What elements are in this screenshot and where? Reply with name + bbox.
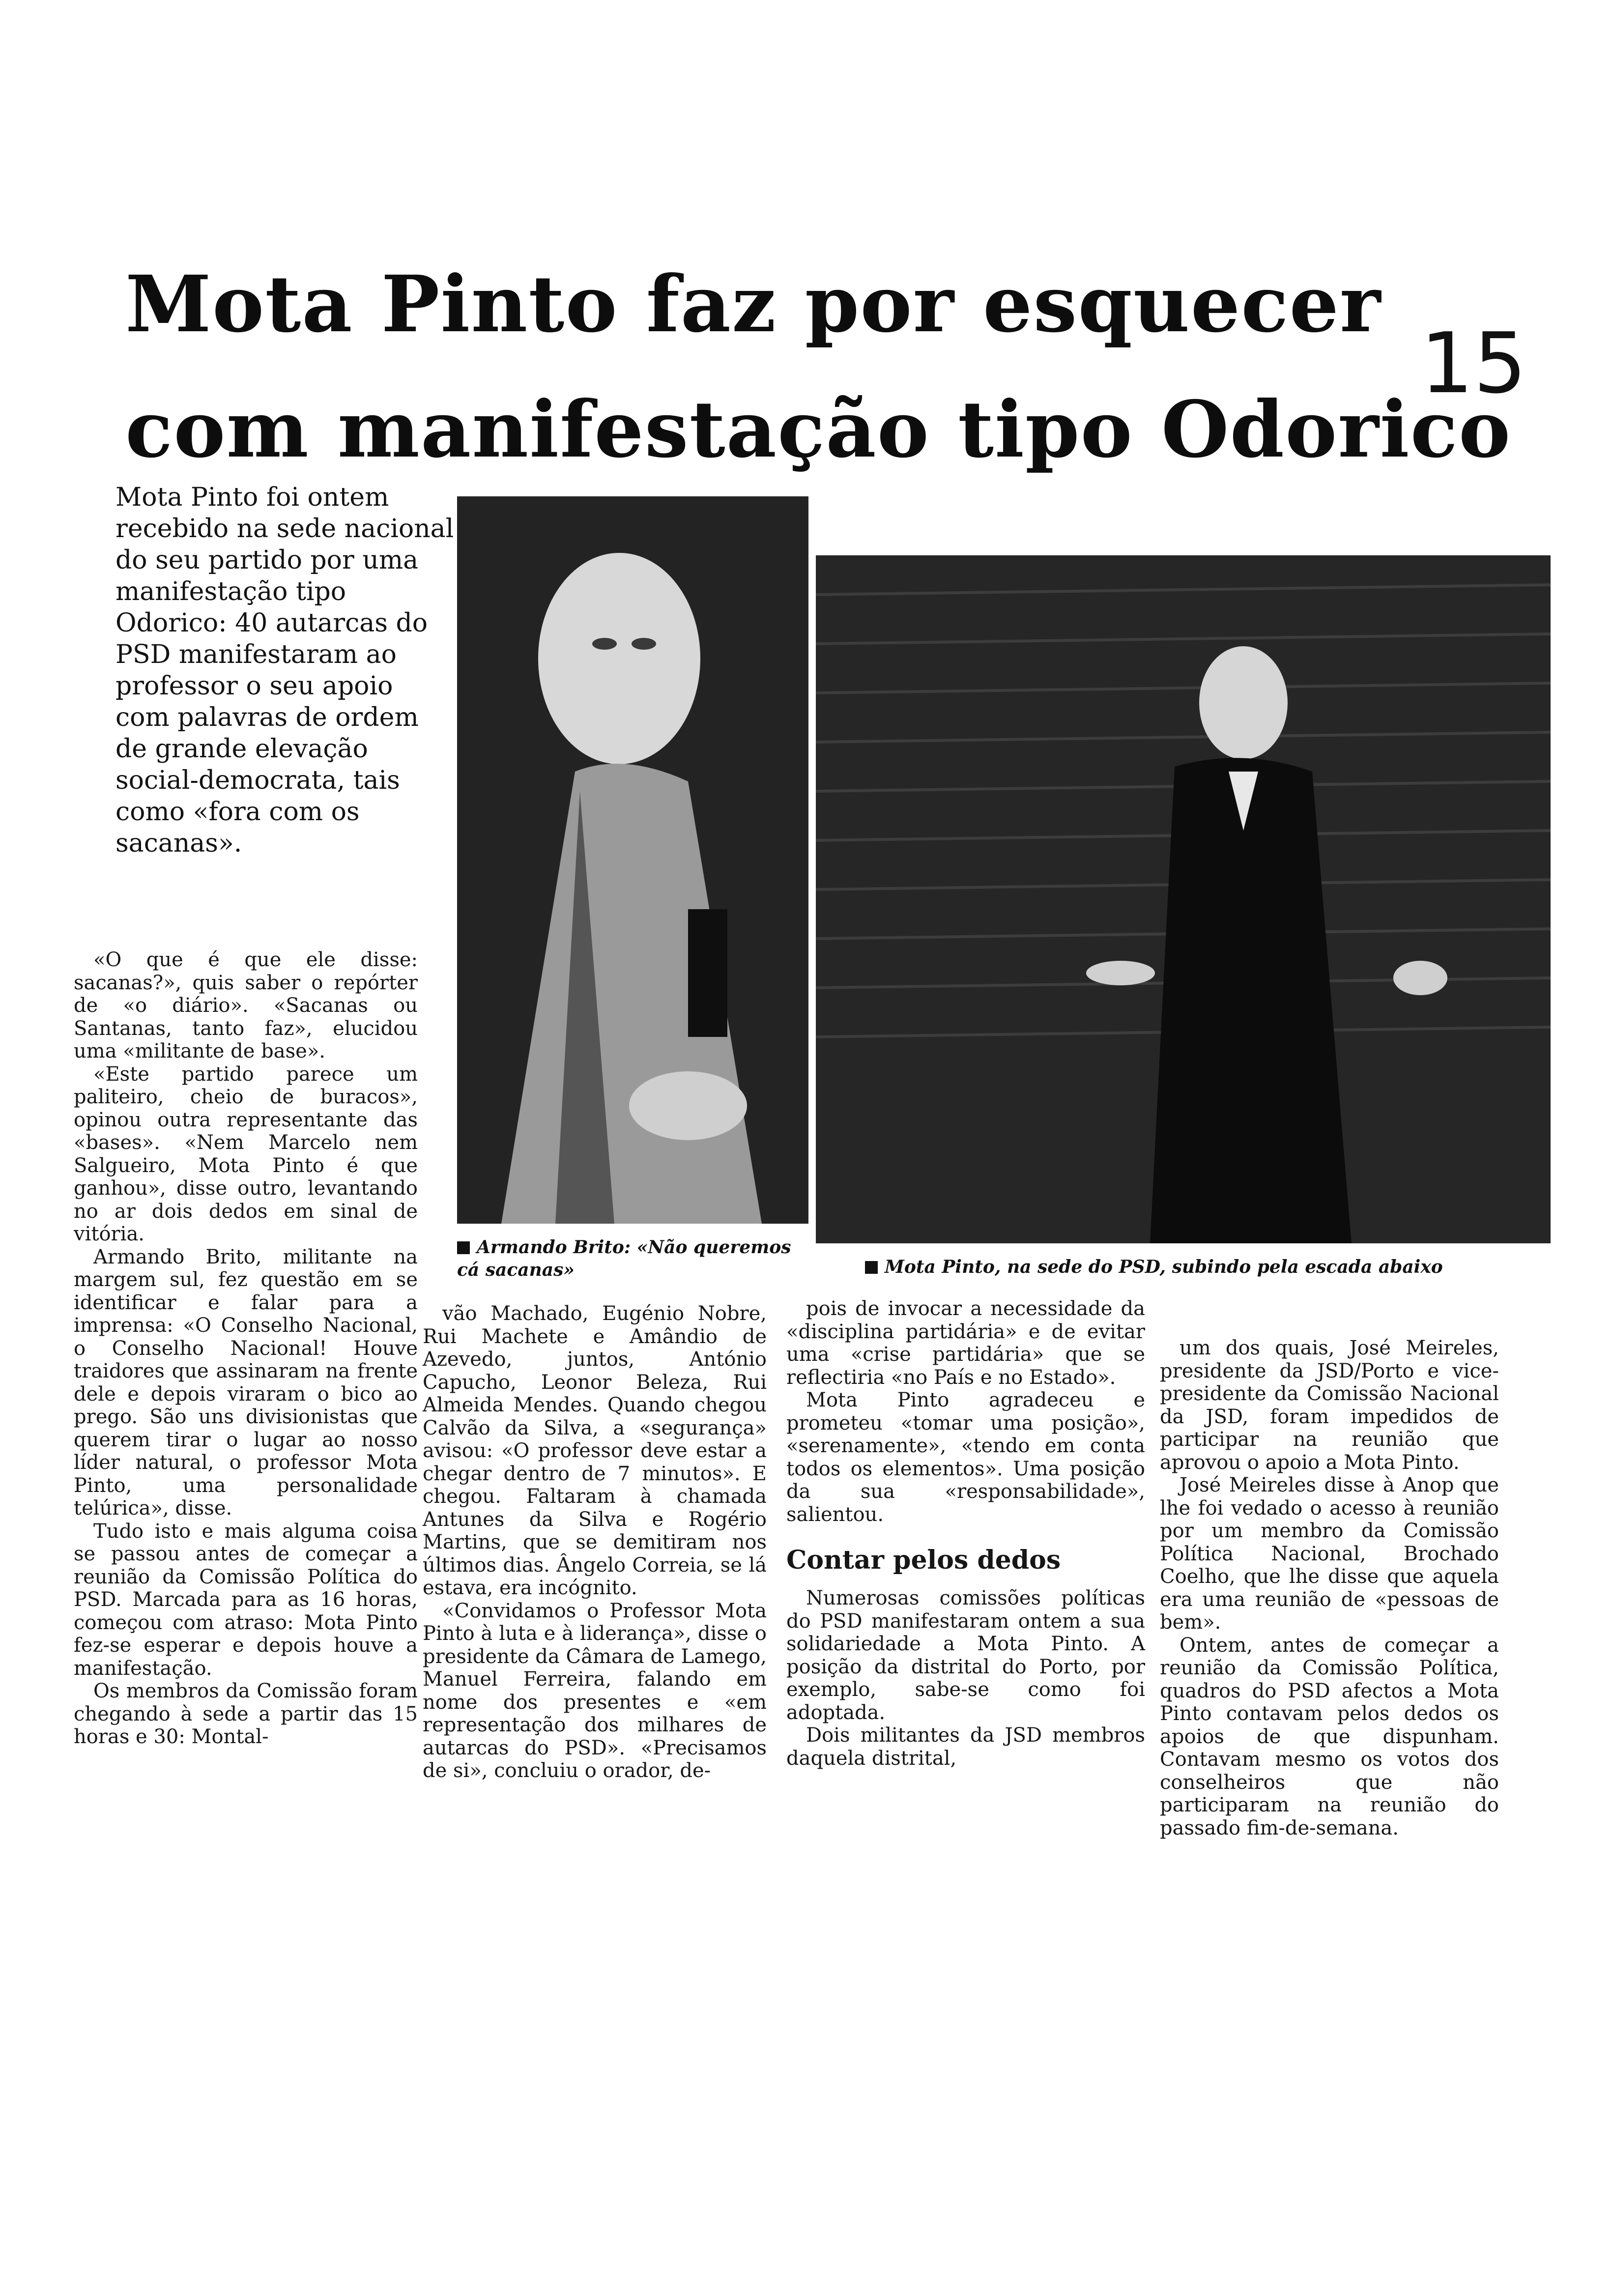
article-column-4: [1160, 1337, 1499, 1839]
handwritten-mark: 15: [1420, 315, 1527, 412]
paragraph: Tudo isto e mais alguma coisa se passou antes de começar a reunião da Comissão Política do PSD. Marcada para as 16 horas, começou com atraso: Mota Pinto fez-se esperar e depois houve a manifestação.: [74, 1520, 418, 1680]
lede-paragraph: Mota Pinto foi ontem recebido na sede nacional do seu partido por uma manifestação tipo Odorico: 40 autarcas do PSD manifestaram ao professor o seu apoio com palavras de ordem de grande elevação social-democrata, tais como «fora com os sacanas».: [115, 483, 454, 858]
caption-right-photo: [865, 1256, 1528, 1278]
paragraph: Ontem, antes de começar a reunião da Comissão Política, quadros do PSD afectos a Mota Pinto contavam pelos dedos os apoios de que dispunham. Contavam mesmo os votos dos conselheiros que não participaram na reunião do passado fim-de-semana.: [1160, 1634, 1499, 1839]
paragraph: José Meireles disse à Anop que lhe foi vedado o acesso à reunião por um membro da Comissão Política Nacional, Brochado Coelho, que lhe disse que aquela era uma reunião de «pessoas de bem».: [1160, 1474, 1499, 1634]
paragraph: um dos quais, José Meireles, presidente da JSD/Porto e vice-presidente da Comissão Nacional da JSD, foram impedidos de participar na reunião que aprovou o apoio a Mota Pinto.: [1160, 1337, 1499, 1474]
caption-bullet-icon: [457, 1241, 470, 1254]
paragraph: Numerosas comissões políticas do PSD manifestaram ontem a sua solidariedade a Mota Pinto. A posição da distrital do Porto, por exemplo, sabe-se como foi adoptada.: [786, 1587, 1145, 1724]
headline-line-2: com manifestação tipo Odorico: [125, 384, 1512, 475]
article-column-1: [74, 948, 418, 1749]
paragraph: Armando Brito, militante na margem sul, fez questão em se identificar e falar para a imprensa: «O Conselho Nacional, o Conselho Nacional! Houve traidores que assinaram na frente dele e depois viraram o bico ao prego. São uns divisionistas que querem tirar o lugar ao nosso líder natural, o professor Mota Pinto, uma personalidade telúrica», disse.: [74, 1245, 418, 1520]
caption-right-text: Mota Pinto, na sede do PSD, subindo pela escada abaixo: [885, 1257, 1443, 1277]
headline-line-1: Mota Pinto faz por esquecer: [125, 259, 1382, 350]
article-column-3: [786, 1297, 1145, 1770]
caption-left-text: Armando Brito: «Não queremos cá sacanas»: [457, 1237, 791, 1280]
photo-mota-pinto: [816, 555, 1551, 1243]
photo-armando-brito: [457, 496, 808, 1224]
caption-bullet-icon: [865, 1261, 878, 1274]
paragraph: «O que é que ele disse: sacanas?», quis saber o repórter de «o diário». «Sacanas ou Santanas, tanto faz», elucidou uma «militante de base».: [74, 948, 418, 1062]
paragraph: vão Machado, Eugénio Nobre, Rui Machete e Amândio de Azevedo, juntos, António Capucho, Leonor Beleza, Rui Almeida Mendes. Quando chegou Calvão da Silva, a «segurança» avisou: «O professor deve estar a chegar dentro de 7 minutos». E chegou. Faltaram à chamada Antunes da Silva e Rogério Martins, que se demitiram nos últimos dias. Ângelo Correia, se lá estava, era incógnito.: [423, 1302, 767, 1599]
paragraph: Os membros da Comissão foram chegando à sede a partir das 15 horas e 30: Montal-: [74, 1680, 418, 1748]
paragraph: Dois militantes da JSD membros daquela distrital,: [786, 1724, 1145, 1770]
article-column-2: [423, 1302, 767, 1782]
paragraph: «Convidamos o Professor Mota Pinto à luta e à liderança», disse o presidente da Câmara de Lamego, Manuel Ferreira, falando em nome dos presentes e «em representação dos milhares de autarcas do PSD». «Precisamos de si», concluiu o orador, de-: [423, 1599, 767, 1782]
subheading: Contar pelos dedos: [786, 1545, 1061, 1575]
caption-left-photo: [457, 1236, 811, 1281]
paragraph: pois de invocar a necessidade da «disciplina partidária» e de evitar uma «crise partidária» que se reflectiria «no País e no Estado».: [786, 1297, 1145, 1389]
paragraph: Mota Pinto agradeceu e prometeu «tomar uma posição», «serenamente», «tendo em conta todos os elementos». Uma posição da sua «responsabilidade», salientou.: [786, 1389, 1145, 1526]
paragraph: «Este partido parece um paliteiro, cheio de buracos», opinou outra representante das «bases». «Nem Marcelo nem Salgueiro, Mota Pinto é que ganhou», disse outro, levantando no ar dois dedos em sinal de vitória.: [74, 1062, 418, 1245]
